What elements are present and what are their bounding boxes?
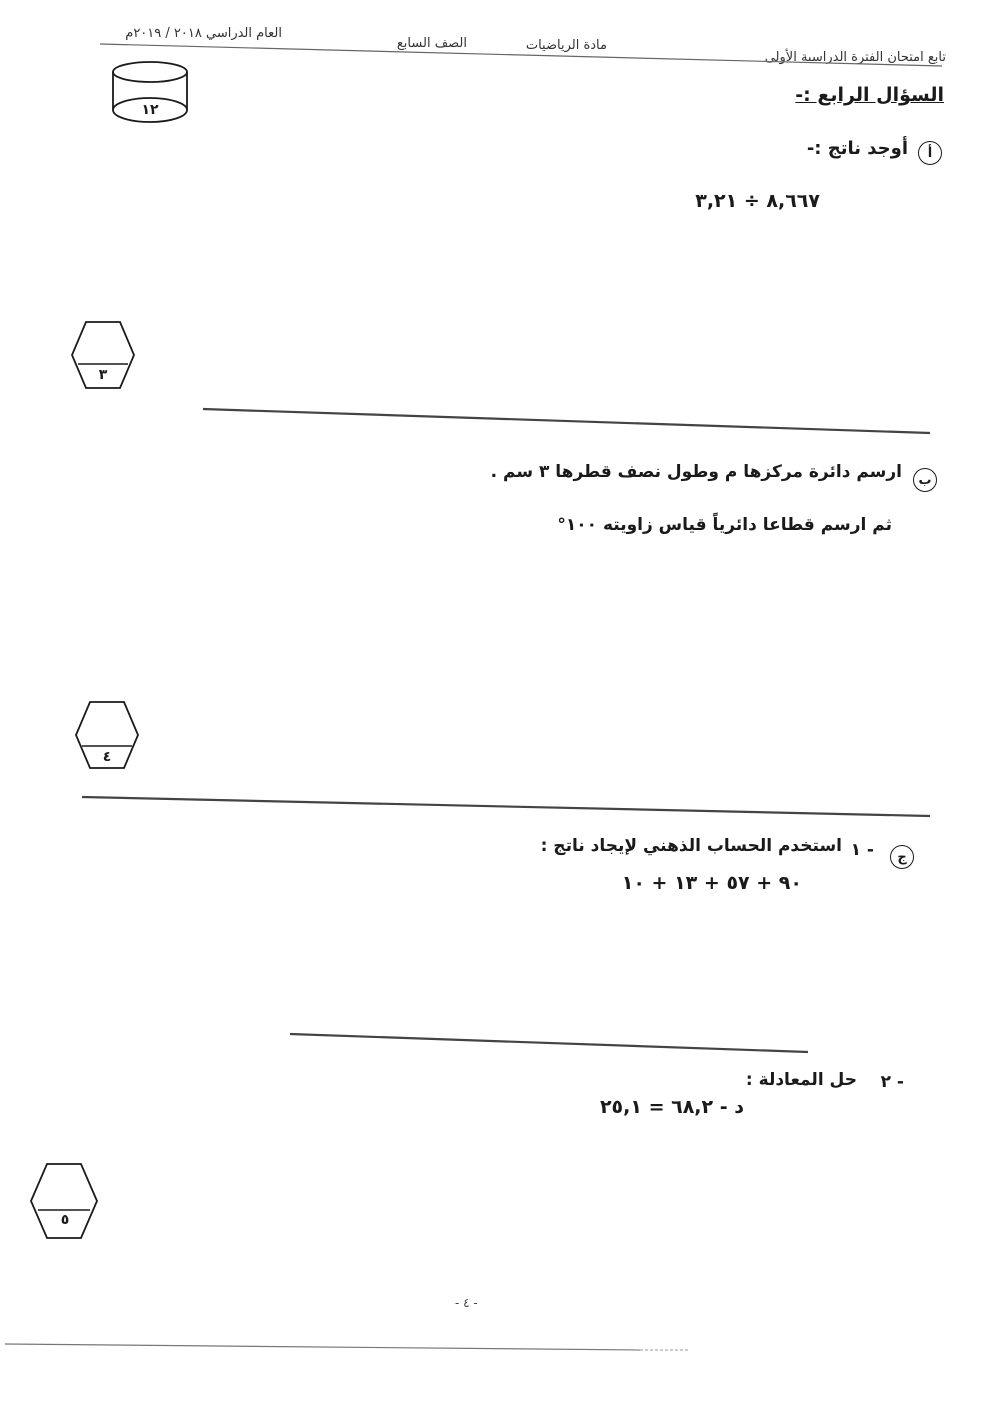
- header-grade: الصف السابع: [396, 36, 467, 51]
- divider-1: [0, 400, 992, 440]
- part-c-item1-text: استخدم الحساب الذهني لإيجاد ناتج :: [540, 836, 842, 856]
- page-number: - ٤ -: [455, 1296, 478, 1310]
- divider-2: [0, 790, 992, 830]
- part-c-item2-text: حل المعادلة :: [745, 1070, 857, 1090]
- part-c-marker: ج: [890, 845, 914, 869]
- part-b-line2: ثم ارسم قطاعا دائرياً قياس زاويته ١٠٠°: [557, 515, 892, 535]
- part-a-instruction: أوجد ناتج :-: [806, 138, 908, 159]
- divider-3: [0, 1030, 992, 1060]
- part-b-score: ٤: [102, 749, 112, 765]
- question-title: السؤال الرابع :-: [795, 84, 944, 106]
- header-year: العام الدراسي ٢٠١٨ / ٢٠١٩م: [125, 26, 282, 41]
- part-b-marker: ب: [913, 468, 937, 492]
- part-a-score: ٣: [98, 367, 108, 383]
- part-c-item1-expression: ٩٠ + ٥٧ + ١٣ + ١٠: [621, 872, 802, 894]
- header-subject: مادة الرياضيات: [525, 38, 607, 53]
- part-c-item2-number: ٢ -: [880, 1072, 904, 1092]
- part-c-score-hexagon-icon: [28, 1162, 100, 1242]
- part-a-marker: أ: [918, 141, 942, 165]
- part-b-line1: ارسم دائرة مركزها م وطول نصف قطرها ٣ سم .: [490, 462, 902, 482]
- part-c-item1-number: ١ -: [850, 840, 874, 860]
- part-c-item2-expression: د - ٦٨,٢ = ٢٥,١: [599, 1096, 744, 1118]
- part-a-expression: ٨,٦٦٧ ÷ ٣,٢١: [695, 190, 820, 212]
- total-score: ١٢: [141, 102, 159, 118]
- header-exam-title: تابع امتحان الفترة الدراسية الأولى: [764, 50, 946, 65]
- part-c-score: ٥: [60, 1212, 70, 1228]
- footer-line: [0, 1340, 992, 1360]
